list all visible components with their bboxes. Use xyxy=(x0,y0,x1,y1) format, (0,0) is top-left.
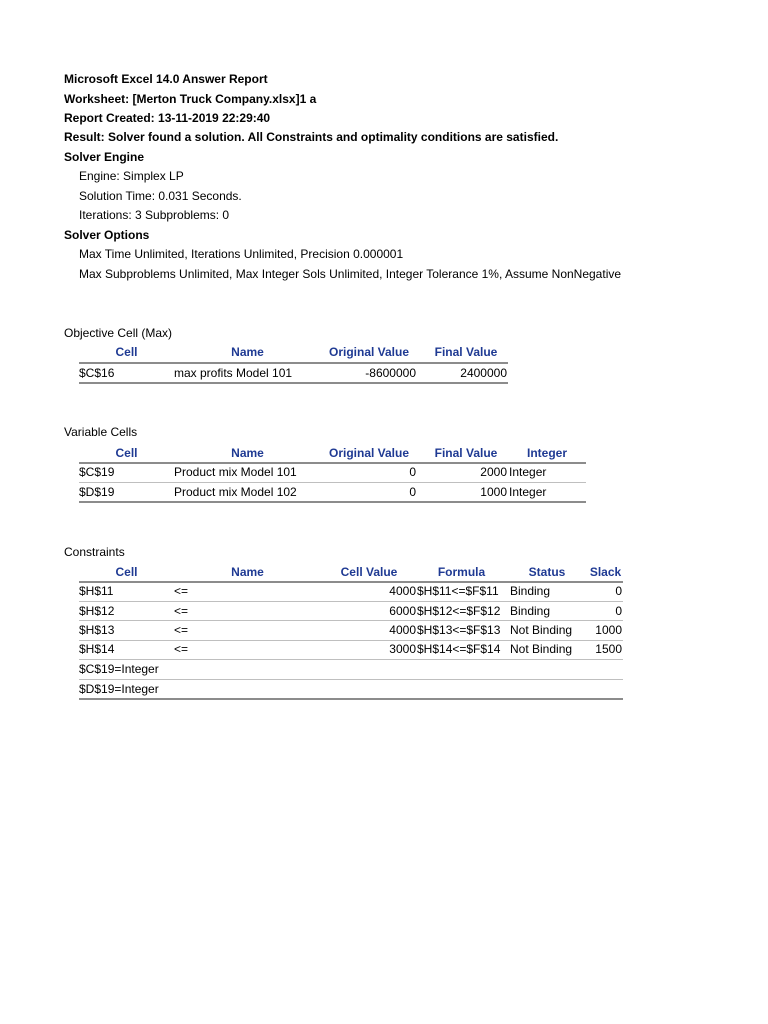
row-final-value: 2400000 xyxy=(460,366,507,380)
row-cell-value: 4000 xyxy=(389,584,416,598)
col-header-status: Status xyxy=(528,565,566,579)
integer-constraint: $D$19=Integer xyxy=(79,682,159,696)
constraints-title: Constraints xyxy=(64,545,125,559)
row-original-value: 0 xyxy=(409,465,416,479)
col-header-name: Name xyxy=(231,565,264,579)
solver-engine-heading: Solver Engine xyxy=(64,150,145,164)
table-rule xyxy=(79,362,508,364)
row-cell-value: 3000 xyxy=(389,642,416,656)
row-name: Product mix Model 101 xyxy=(174,465,297,479)
col-header-original-value: Original Value xyxy=(328,446,410,460)
col-header-cell: Cell xyxy=(115,446,138,460)
iterations-line: Iterations: 3 Subproblems: 0 xyxy=(79,208,230,222)
row-cell: $D$19 xyxy=(79,485,115,499)
solver-options-heading: Solver Options xyxy=(64,228,150,242)
row-formula: $H$12<=$F$12 xyxy=(417,604,501,618)
options-line-2: Max Subproblems Unlimited, Max Integer Sols Unlimited, Integer Tolerance 1%, Assume NonNegative xyxy=(79,267,622,281)
row-name: <= xyxy=(174,642,189,656)
table-rule xyxy=(79,482,586,483)
row-slack: 0 xyxy=(615,584,622,598)
row-formula: $H$11<=$F$11 xyxy=(417,584,499,598)
row-final-value: 2000 xyxy=(480,465,507,479)
row-cell: $H$12 xyxy=(79,604,115,618)
col-header-cell-value: Cell Value xyxy=(340,565,398,579)
col-header-integer: Integer xyxy=(526,446,567,460)
integer-constraint: $C$19=Integer xyxy=(79,662,159,676)
table-rule xyxy=(79,501,586,503)
row-status: Binding xyxy=(510,584,551,598)
table-rule xyxy=(79,659,623,660)
row-original-value: 0 xyxy=(409,485,416,499)
row-name: Product mix Model 102 xyxy=(174,485,297,499)
table-rule xyxy=(79,601,623,602)
row-slack: 1000 xyxy=(595,623,622,637)
row-integer: Integer xyxy=(509,465,547,479)
row-original-value: -8600000 xyxy=(365,366,416,380)
col-header-slack: Slack xyxy=(589,565,622,579)
col-header-name: Name xyxy=(231,345,264,359)
row-name: max profits Model 101 xyxy=(174,366,293,380)
col-header-original-value: Original Value xyxy=(328,345,410,359)
report-title: Microsoft Excel 14.0 Answer Report xyxy=(64,72,268,86)
row-cell: $C$16 xyxy=(79,366,115,380)
col-header-formula: Formula xyxy=(437,565,486,579)
col-header-final-value: Final Value xyxy=(434,345,498,359)
row-integer: Integer xyxy=(509,485,547,499)
row-status: Not Binding xyxy=(510,642,573,656)
row-slack: 1500 xyxy=(595,642,622,656)
row-status: Binding xyxy=(510,604,551,618)
table-rule xyxy=(79,382,508,384)
row-final-value: 1000 xyxy=(480,485,507,499)
table-rule xyxy=(79,679,623,680)
row-name: <= xyxy=(174,604,189,618)
row-cell: $H$13 xyxy=(79,623,115,637)
engine-line: Engine: Simplex LP xyxy=(79,169,184,183)
solution-time-line: Solution Time: 0.031 Seconds. xyxy=(79,189,242,203)
table-rule xyxy=(79,620,623,621)
variables-title: Variable Cells xyxy=(64,425,138,439)
col-header-cell: Cell xyxy=(115,565,138,579)
objective-title: Objective Cell (Max) xyxy=(64,326,173,340)
row-slack: 0 xyxy=(615,604,622,618)
table-rule xyxy=(79,698,623,700)
result-line: Result: Solver found a solution. All Constraints and optimality conditions are satisfied. xyxy=(64,130,559,144)
row-cell: $H$14 xyxy=(79,642,115,656)
row-cell-value: 6000 xyxy=(389,604,416,618)
row-cell: $C$19 xyxy=(79,465,115,479)
col-header-name: Name xyxy=(231,446,264,460)
row-name: <= xyxy=(174,623,189,637)
worksheet-line: Worksheet: [Merton Truck Company.xlsx]1 a xyxy=(64,92,317,106)
row-status: Not Binding xyxy=(510,623,573,637)
row-formula: $H$14<=$F$14 xyxy=(417,642,501,656)
options-line-1: Max Time Unlimited, Iterations Unlimited, Precision 0.000001 xyxy=(79,247,404,261)
row-name: <= xyxy=(174,584,189,598)
col-header-final-value: Final Value xyxy=(434,446,498,460)
report-created-line: Report Created: 13-11-2019 22:29:40 xyxy=(64,111,271,125)
col-header-cell: Cell xyxy=(115,345,138,359)
row-cell: $H$11 xyxy=(79,584,114,598)
row-cell-value: 4000 xyxy=(389,623,416,637)
row-formula: $H$13<=$F$13 xyxy=(417,623,501,637)
